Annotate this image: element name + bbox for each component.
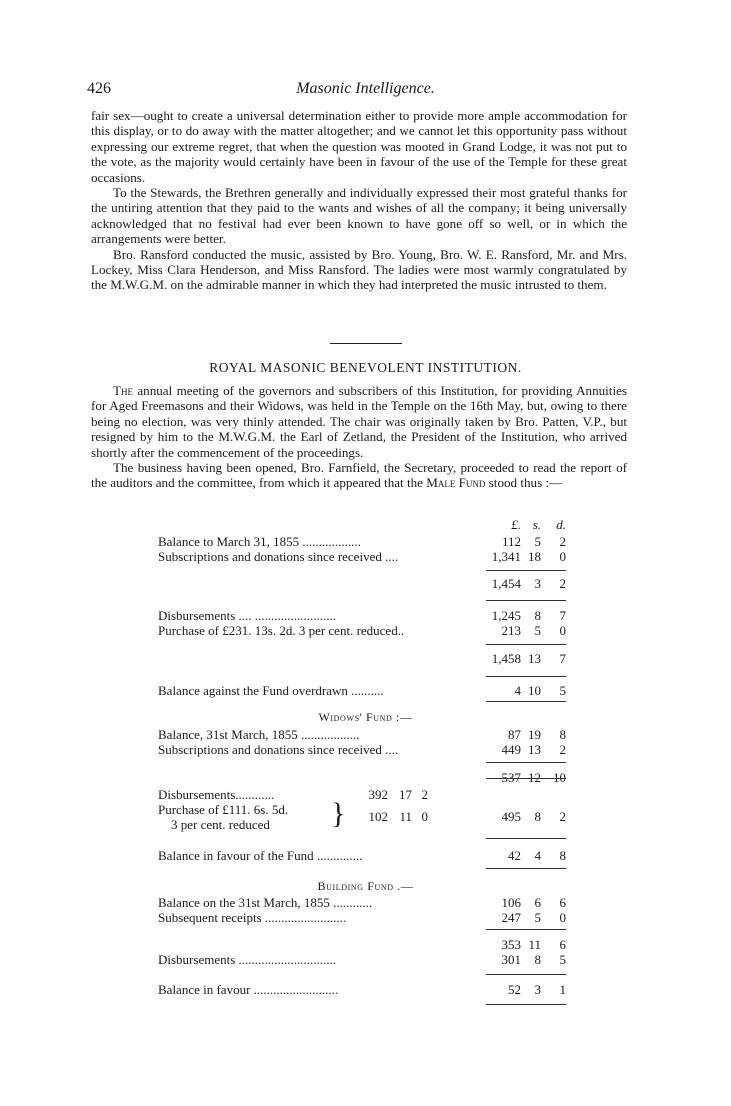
- ledger-pounds: 112: [501, 534, 521, 549]
- ledger-pence: 0: [559, 623, 566, 638]
- section-heading: ROYAL MASONIC BENEVOLENT INSTITUTION.: [209, 360, 522, 375]
- widows-balance-label: Balance in favour of the Fund ..............: [158, 848, 363, 863]
- rule: [486, 762, 566, 763]
- widows-balance-s: 4: [534, 848, 541, 863]
- ledger-pence: 6: [559, 895, 566, 910]
- ledger-row-label: Subscriptions and donations since received ....: [158, 549, 399, 564]
- ledger-pence: 8: [559, 727, 566, 742]
- ledger-pounds: 52: [508, 982, 521, 997]
- ledger-shillings: 13: [528, 651, 541, 666]
- running-title: Masonic Intelligence.: [296, 80, 435, 97]
- ledger-shillings: 5: [534, 623, 541, 638]
- ledger-shillings: 19: [528, 727, 541, 742]
- ledger-pence: 2: [559, 742, 566, 757]
- widows-total-s: 8: [534, 809, 541, 824]
- rule: [486, 701, 566, 702]
- widows-balance-l: 42: [508, 848, 521, 863]
- ledger-pounds: 1,458: [491, 651, 521, 666]
- widows-purchase-l: 102: [368, 809, 388, 824]
- rule: [486, 868, 566, 869]
- ledger-row-label: Subscriptions and donations since received ....: [158, 742, 399, 757]
- ledger-pounds: 1,341: [491, 549, 521, 564]
- ledger-pence: 5: [559, 952, 566, 967]
- ledger-row-label: Balance in favour ..........................: [158, 982, 339, 997]
- lead-word: The: [113, 383, 133, 398]
- brace: }: [331, 797, 346, 830]
- ledger-pence: 7: [559, 608, 566, 623]
- paragraph: To the Stewards, the Brethren generally and individually expressed their most grateful thanks for the untiring attention that they paid to the wants and wishes of all the company; it being universally acknowledged that no festival had ever been known to have gone off so well, or in which the arrangements were better.: [91, 185, 627, 247]
- ledger-row-label: Balance against the Fund overdrawn ..........: [158, 683, 384, 698]
- widows-total-d: 2: [559, 809, 566, 824]
- paragraph-text: The business having been opened, Bro. Farnfield, the Secretary, proceeded to read the report of the auditors and the committee, from which it appeared that the: [91, 460, 627, 491]
- shillings-header: s.: [532, 517, 541, 532]
- ledger-pounds: 1,245: [491, 608, 521, 623]
- ledger-pence: 1: [559, 982, 566, 997]
- ledger-row-label: Subsequent receipts .........................: [158, 910, 347, 925]
- ledger-shillings: 3: [534, 576, 541, 591]
- rule: [486, 974, 566, 975]
- rule: [486, 600, 566, 601]
- ledger-shillings: 10: [528, 683, 541, 698]
- widows-fund-heading: Widows' Fund :—: [318, 710, 413, 724]
- paragraph: fair sex—ought to create a universal determination either to provide more ample accommodation for this display, or to do away with the matter altogether; and we cannot let this opportunity pass without expressing our extreme regret, that when the question was mooted in Grand Lodge, it was not put to the vote, as the majority would certainly have been in favour of the use of the Temple for these great occasions.: [91, 108, 627, 185]
- ledger-pounds: 301: [501, 952, 521, 967]
- ledger-pence: 2: [559, 534, 566, 549]
- ledger-pence: 7: [559, 651, 566, 666]
- ledger-pounds: 353: [501, 937, 521, 952]
- rule: [486, 676, 566, 677]
- section-divider: [330, 343, 402, 344]
- widows-disbursements-label: Disbursements............: [158, 787, 275, 802]
- ledger-pence: 0: [559, 910, 566, 925]
- rule: [486, 778, 566, 779]
- ledger-shillings: 13: [528, 742, 541, 757]
- pence-header: d.: [556, 517, 566, 532]
- widows-total-l: 495: [501, 809, 521, 824]
- ledger-pounds: 537: [501, 770, 521, 785]
- ledger-row-label: Balance to March 31, 1855 ..................: [158, 534, 361, 549]
- rule: [486, 644, 566, 645]
- widows-disb-d: 2: [421, 787, 428, 802]
- ledger-pence: 0: [559, 549, 566, 564]
- ledger-shillings: 5: [534, 910, 541, 925]
- ledger-row-label: Purchase of £231. 13s. 2d. 3 per cent. reduced..: [158, 623, 405, 638]
- ledger-pounds: 4: [514, 683, 521, 698]
- pounds-header: £.: [511, 517, 521, 532]
- ledger-shillings: 3: [534, 982, 541, 997]
- ledger-shillings: 11: [528, 937, 541, 952]
- rule: [486, 1004, 566, 1005]
- rule: [486, 838, 566, 839]
- ledger-pounds: 247: [501, 910, 521, 925]
- widows-purchase-d: 0: [421, 809, 428, 824]
- fund-name: Male Fund: [426, 475, 486, 491]
- ledger-pounds: 1,454: [491, 576, 521, 591]
- widows-disb-l: 392: [368, 787, 388, 802]
- ledger-pence: 5: [559, 683, 566, 698]
- paragraph: Bro. Ransford conducted the music, assisted by Bro. Young, Bro. W. E. Ransford, Mr. and Mrs. Lockey, Miss Clara Henderson, and Miss Ransford. The ladies were most warmly congratulated by the M.W.G.M. on the admirable manner in which they had interpreted the music intrusted to them.: [91, 246, 627, 293]
- body-text-top: [91, 108, 627, 293]
- building-fund-heading: Building Fund .—: [317, 879, 414, 893]
- ledger-pence: 6: [559, 937, 566, 952]
- widows-purchase-label-2: 3 per cent. reduced: [171, 817, 270, 832]
- paragraph-text: annual meeting of the governors and subscribers of this Institution, for providing Annuities for Aged Freemasons and their Widows, was held in the Temple on the 16th May, but, owing to there being no election, was very thinly attended. The chair was originally taken by Bro. Patten, V.P., but resigned by him to the M.W.G.M. the Earl of Zetland, the President of the Institution, who arrived shortly after the commencement of the proceedings.: [91, 383, 627, 460]
- ledger-shillings: 5: [534, 534, 541, 549]
- paragraph: [91, 460, 627, 491]
- ledger-shillings: 12: [528, 770, 541, 785]
- ledger-pence: 2: [559, 576, 566, 591]
- widows-purchase-s: 11: [399, 809, 412, 824]
- ledger-shillings: 8: [534, 952, 541, 967]
- ledger-pounds: 87: [508, 727, 521, 742]
- ledger-shillings: 18: [528, 549, 541, 564]
- page-number: 426: [87, 80, 111, 97]
- widows-purchase-label: Purchase of £111. 6s. 5d.: [158, 802, 289, 817]
- ledger-row-label: Disbursements .... .........................: [158, 608, 337, 623]
- ledger-shillings: 6: [534, 895, 541, 910]
- ledger-row-label: Disbursements ..............................: [158, 952, 337, 967]
- rule: [486, 570, 566, 571]
- ledger-pounds: 449: [501, 742, 521, 757]
- ledger-pence: 10: [553, 770, 566, 785]
- ledger-shillings: 8: [534, 608, 541, 623]
- ledger-row-label: Balance on the 31st March, 1855 ............: [158, 895, 373, 910]
- widows-disb-s: 17: [399, 787, 412, 802]
- paragraph-text: stood thus :—: [485, 475, 563, 491]
- widows-balance-d: 8: [559, 848, 566, 863]
- ledger-pounds: 213: [501, 623, 521, 638]
- paragraph: [91, 383, 627, 460]
- ledger-row-label: Balance, 31st March, 1855 ..................: [158, 727, 360, 742]
- ledger-pounds: 106: [501, 895, 521, 910]
- body-text-section: [91, 383, 627, 491]
- rule: [486, 929, 566, 930]
